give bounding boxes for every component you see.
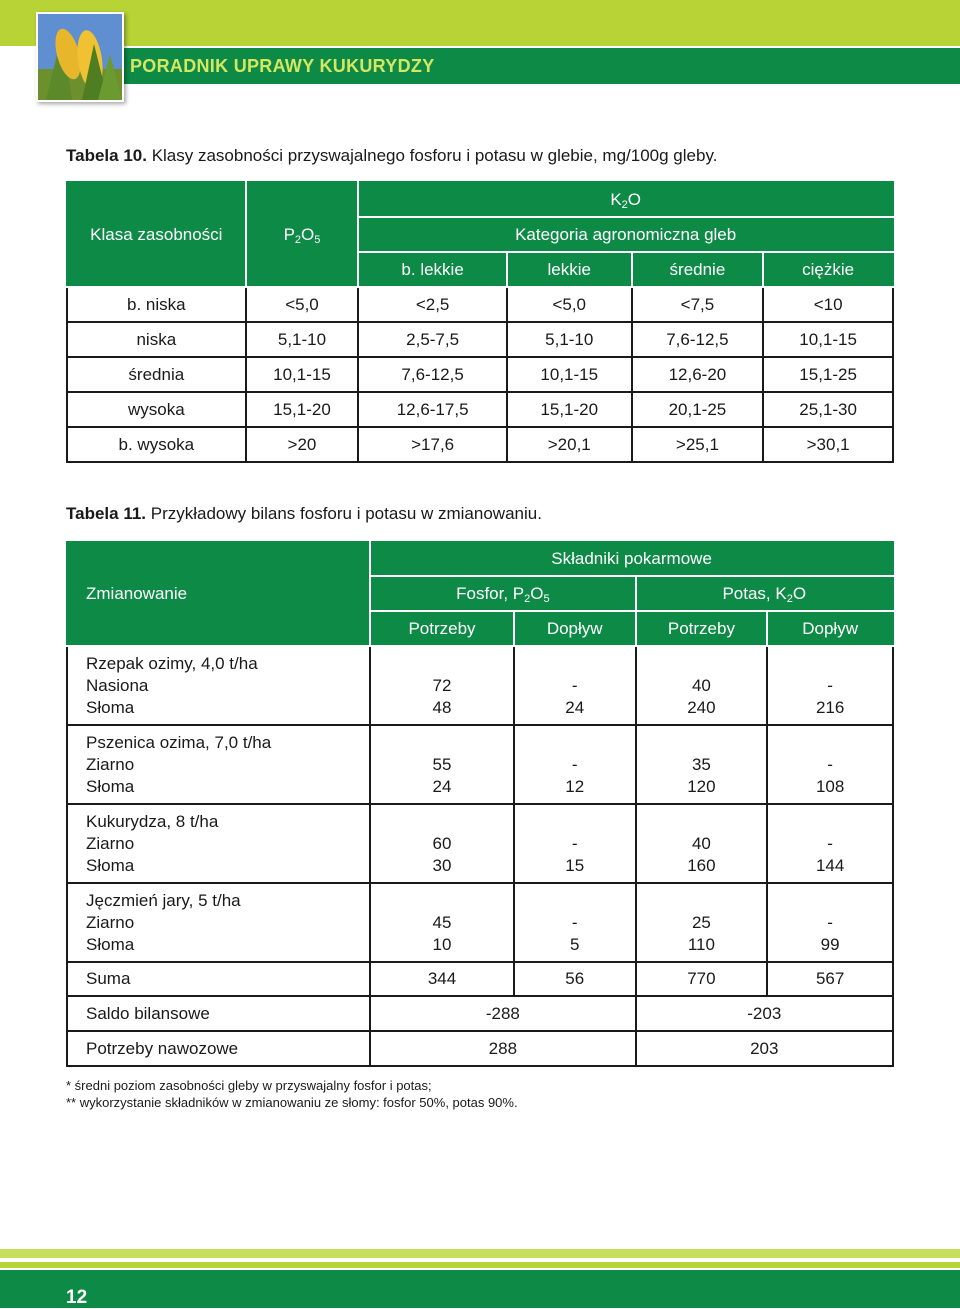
footnotes: [66, 1077, 518, 1111]
table-row: [67, 646, 893, 725]
table11-header-skladniki: Składniki pokarmowe: [370, 542, 893, 576]
table10-header-cat: b. lekkie: [358, 252, 507, 287]
table-cell: - 144: [767, 804, 893, 883]
page-number: 12: [66, 1287, 88, 1308]
table-cell: 10,1-15: [763, 322, 893, 357]
top-band: [0, 0, 960, 46]
table-cell: -203: [636, 996, 893, 1031]
table11-header-doplyw: Dopływ: [767, 611, 893, 646]
table-cell: wysoka: [67, 392, 246, 427]
table-cell: 60 30: [370, 804, 514, 883]
footer-bar: [0, 1270, 960, 1308]
table-row-saldo: [67, 996, 893, 1031]
crop-cell: Rzepak ozimy, 4,0 t/ha Nasiona Słoma: [67, 646, 370, 725]
table-cell: 12,6-20: [632, 357, 764, 392]
table-cell: <7,5: [632, 287, 764, 322]
table-cell: - 216: [767, 646, 893, 725]
table11-caption: [66, 504, 542, 524]
table-cell: 55 24: [370, 725, 514, 804]
table-cell: <5,0: [246, 287, 359, 322]
table-cell: 15,1-20: [507, 392, 632, 427]
table11-caption-text: Przykładowy bilans fosforu i potasu w zmianowaniu.: [150, 504, 542, 523]
table-cell: 20,1-25: [632, 392, 764, 427]
table-cell: 15,1-25: [763, 357, 893, 392]
table-cell: 25 110: [636, 883, 768, 962]
table10-caption-label: Tabela 10.: [66, 146, 147, 165]
table-cell: 10,1-15: [507, 357, 632, 392]
table-cell: - 15: [514, 804, 636, 883]
table-row: [67, 392, 893, 427]
table-cell: 203: [636, 1031, 893, 1066]
bottom-band: [0, 1262, 960, 1268]
table-cell: <2,5: [358, 287, 507, 322]
suma-label: Suma: [67, 962, 370, 996]
table-cell: 5,1-10: [507, 322, 632, 357]
table-cell: średnia: [67, 357, 246, 392]
table-cell: niska: [67, 322, 246, 357]
table-cell: 7,6-12,5: [358, 357, 507, 392]
table-row: [67, 427, 893, 462]
saldo-label: Saldo bilansowe: [67, 996, 370, 1031]
table-row: [67, 287, 893, 322]
table10-header-cat: średnie: [632, 252, 764, 287]
table-cell: >30,1: [763, 427, 893, 462]
table-cell: 770: [636, 962, 768, 996]
table-cell: 40 160: [636, 804, 768, 883]
crop-cell: Pszenica ozima, 7,0 t/ha Ziarno Słoma: [67, 725, 370, 804]
table-row-suma: [67, 962, 893, 996]
table11-caption-label: Tabela 11.: [66, 504, 147, 523]
bottom-band: [0, 1249, 960, 1258]
table-cell: 7,6-12,5: [632, 322, 764, 357]
crop-cell: Jęczmień jary, 5 t/ha Ziarno Słoma: [67, 883, 370, 962]
table-cell: >25,1: [632, 427, 764, 462]
table10-header-cat: ciężkie: [763, 252, 893, 287]
table10-header-k2o: $K_2O$: [358, 182, 893, 217]
table-cell: 40 240: [636, 646, 768, 725]
table-cell: - 108: [767, 725, 893, 804]
table-row: [67, 883, 893, 962]
table-cell: <10: [763, 287, 893, 322]
table-cell: 25,1-30: [763, 392, 893, 427]
table-cell: <5,0: [507, 287, 632, 322]
table10: [66, 181, 894, 463]
table-cell: 45 10: [370, 883, 514, 962]
footnote: * średni poziom zasobności gleby w przyswajalny fosfor i potas;: [66, 1078, 432, 1093]
table-cell: 288: [370, 1031, 635, 1066]
table-row: [67, 357, 893, 392]
table-cell: 567: [767, 962, 893, 996]
table-cell: 344: [370, 962, 514, 996]
corn-logo: [36, 12, 124, 102]
table-cell: >20,1: [507, 427, 632, 462]
table-cell: 15,1-20: [246, 392, 359, 427]
table-row-potrzeby-nawozowe: [67, 1031, 893, 1066]
table-cell: 5,1-10: [246, 322, 359, 357]
table11-header-zmianowanie: Zmianowanie: [67, 542, 370, 646]
table-cell: 72 48: [370, 646, 514, 725]
table-cell: b. wysoka: [67, 427, 246, 462]
table-cell: >20: [246, 427, 359, 462]
table11-header-potrzeby: Potrzeby: [370, 611, 514, 646]
table10-header-cat: lekkie: [507, 252, 632, 287]
header-title: PORADNIK UPRAWY KUKURYDZY: [130, 56, 435, 76]
table11: [66, 541, 894, 1067]
table-cell: 56: [514, 962, 636, 996]
footnote: ** wykorzystanie składników w zmianowaniu ze słomy: fosfor 50%, potas 90%.: [66, 1095, 518, 1110]
table11-header-potrzeby: Potrzeby: [636, 611, 768, 646]
table10-header-kategoria: Kategoria agronomiczna gleb: [358, 217, 893, 252]
table11-header-potas: Potas, $K_2O$: [636, 576, 893, 611]
table-row: [67, 322, 893, 357]
table-cell: - 5: [514, 883, 636, 962]
table-cell: -288: [370, 996, 635, 1031]
crop-cell: Kukurydza, 8 t/ha Ziarno Słoma: [67, 804, 370, 883]
table10-header-p2o5: $P_2O_5$: [246, 182, 359, 287]
table-cell: - 12: [514, 725, 636, 804]
table11-header-fosfor: Fosfor, $P_2O_5$: [370, 576, 635, 611]
table-cell: - 99: [767, 883, 893, 962]
table-cell: b. niska: [67, 287, 246, 322]
table-cell: 2,5-7,5: [358, 322, 507, 357]
table10-caption-text: Klasy zasobności przyswajalnego fosforu i potasu w glebie, mg/100g gleby.: [151, 146, 718, 165]
table10-caption: [66, 146, 717, 166]
table-cell: 12,6-17,5: [358, 392, 507, 427]
table-cell: - 24: [514, 646, 636, 725]
table-cell: >17,6: [358, 427, 507, 462]
table-row: [67, 725, 893, 804]
table11-header-doplyw: Dopływ: [514, 611, 636, 646]
table-cell: 35 120: [636, 725, 768, 804]
table-row: [67, 804, 893, 883]
table-cell: 10,1-15: [246, 357, 359, 392]
potrzeby-nawozowe-label: Potrzeby nawozowe: [67, 1031, 370, 1066]
table10-header-klasa: Klasa zasobności: [67, 182, 246, 287]
